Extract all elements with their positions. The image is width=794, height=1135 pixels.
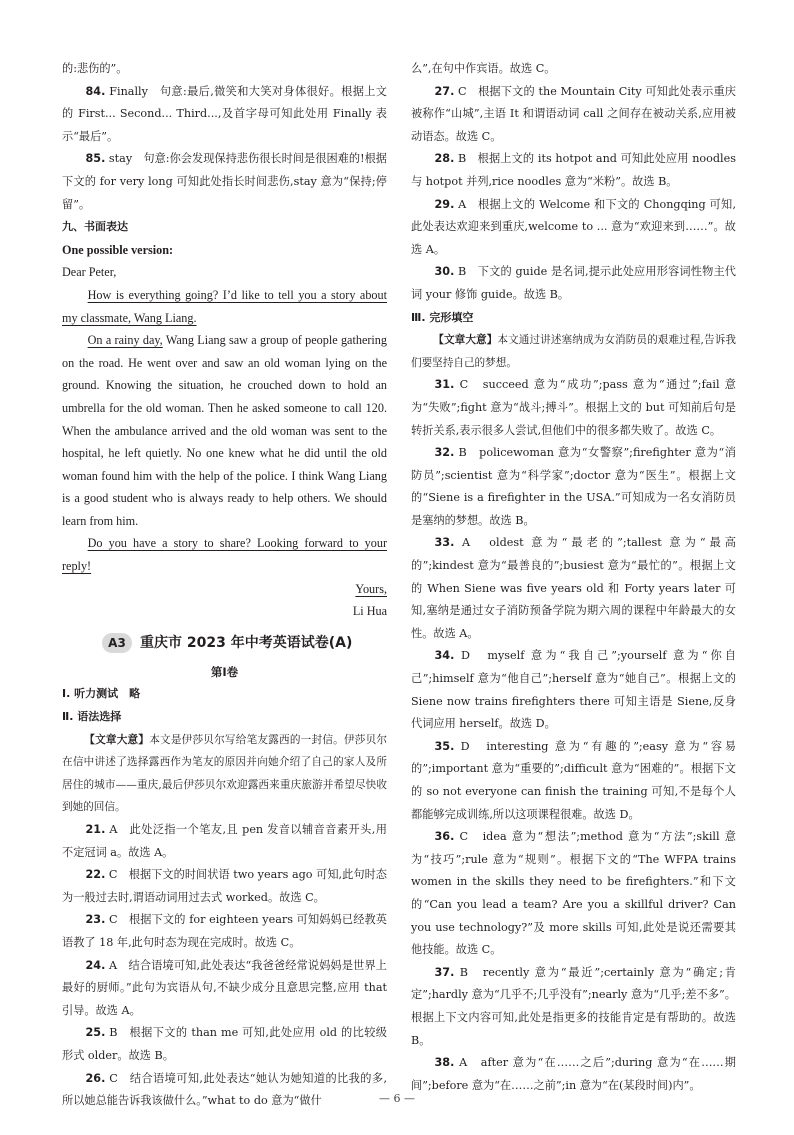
answer-35 xyxy=(411,736,736,826)
summary-label: 【文章大意】 xyxy=(84,733,150,746)
question-number: 34. xyxy=(434,649,455,663)
answer-text: B policewoman 意为“女警察”;firefighter 意为“消防员”;scientist 意为“科学家”;doctor 意为“医生”。根据上文的“Siene is a firefighter in the USA.”可知成为一名女消防员是塞纳的梦想。故选 B。 xyxy=(411,446,736,527)
question-number: 27. xyxy=(434,84,455,98)
answer-text: C 根据下文的 the Mountain City 可知此处表示重庆被称作“山城”,主语 It 和谓语动词 call 之间存在被动关系,应用被动语态。故选 C。 xyxy=(411,84,736,143)
question-number: 32. xyxy=(434,446,455,460)
answer-text: D myself 意为“我自己”;yourself 意为“你自己”;himself 意为“他自己”;herself 意为“她自己”。根据上文的 Siene now trains firefighters there 可知主语是 Siene,反身代词应用 herself。故选 D。 xyxy=(411,649,736,731)
answer-text: B 根据下文的 than me 可知,此处应用 old 的比较级形式 older。故选 B。 xyxy=(62,1026,387,1062)
question-number: 33. xyxy=(434,536,455,550)
part-heading-grammar: Ⅱ. 语法选择 xyxy=(62,710,122,724)
summary-label: 【文章大意】 xyxy=(433,334,498,347)
essay-paragraph-2 xyxy=(62,329,387,532)
question-number: 28. xyxy=(434,152,455,166)
exam-badge: A3 xyxy=(102,633,132,653)
question-number: 37. xyxy=(434,965,455,979)
question-number: 21. xyxy=(85,823,106,836)
answer-28 xyxy=(411,148,736,193)
answer-text: A 此处泛指一个笔友,且 pen 发音以辅音音素开头,用不定冠词 a。故选 A。 xyxy=(62,823,387,859)
continued-line: 么”,在句中作宾语。故选 C。 xyxy=(411,62,556,75)
answer-text: B recently 意为“最近”;certainly 意为“确定;肯定”;hardly 意为“几乎不;几乎没有”;nearly 意为“几乎;差不多”。根据上下文内容可知,此处是指更多的技能肯定是有帮助的。故选 B。 xyxy=(411,965,736,1047)
part-heading-listening: Ⅰ. 听力测试 略 xyxy=(62,687,141,701)
right-column xyxy=(411,58,736,1097)
version-label: One possible version: xyxy=(62,242,174,257)
essay-paragraph-1 xyxy=(62,284,387,329)
exam-header xyxy=(62,629,387,657)
answer-text: A 根据上文的 Welcome 和下文的 Chongqing 可知,此处表达欢迎来到重庆,welcome to ... 意为“欢迎来到……”。故选 A。 xyxy=(411,197,736,256)
answer-21 xyxy=(62,819,387,864)
underlined-text: Yours, xyxy=(355,581,387,596)
question-number: 30. xyxy=(434,265,455,279)
answer-38 xyxy=(411,1052,736,1097)
answer-text: C 根据下文的时间状语 two years ago 可知,此句时态为一般过去时,谓语动词用过去式 worked。故选 C。 xyxy=(62,868,387,904)
answer-25 xyxy=(62,1022,387,1067)
answer-24 xyxy=(62,955,387,1023)
answer-text: stay 句意:你会发现保持悲伤很长时间是很困难的!根据下文的 for very long 可知此处指长时间悲伤,stay 意为“保持;停留”。 xyxy=(62,152,387,211)
answer-23 xyxy=(62,909,387,954)
question-number: 38. xyxy=(434,1056,455,1070)
question-number: 23. xyxy=(85,913,106,927)
essay-text: Wang Liang saw a group of people gathering on the road. He went over and saw an old woman lying on the ground. Knowing the situation, he crouched down to hold an umbrella for the old woman. Then he asked someone to call 120. When the ambulance arrived and the old woman was sent to the hospital, he left quietly. No one knew what he did until the old woman found him with the help of the police. I think Wang Liang is a good student who is always ready to help others. We should learn from him. xyxy=(62,333,387,528)
volume-heading: 第Ⅰ卷 xyxy=(210,664,239,679)
section-heading-writing: 九、书面表达 xyxy=(62,220,128,234)
question-number: 22. xyxy=(85,868,106,882)
exam-title: 重庆市 2023 年中考英语试卷(A) xyxy=(140,634,353,651)
question-number: 31. xyxy=(434,378,455,392)
answer-text: C 结合语境可知,此处表达“她认为她知道的比我的多,所以她总能告诉我该做什么。”what to do 意为“做什 xyxy=(62,1071,387,1108)
question-number: 84. xyxy=(85,84,106,98)
answer-22 xyxy=(62,864,387,909)
answer-text: A 结合语境可知,此处表达“我爸爸经常说妈妈是世界上最好的厨师。”此句为宾语从句,不缺少成分且意思完整,应用 that 引导。故选 A。 xyxy=(62,958,387,1017)
answer-29 xyxy=(411,194,736,262)
document-page xyxy=(62,58,736,1108)
question-number: 85. xyxy=(85,152,106,166)
answer-32 xyxy=(411,442,736,532)
left-column xyxy=(62,58,387,1113)
answer-36 xyxy=(411,826,736,962)
answer-text: B 下文的 guide 是名词,提示此处应用形容词性物主代词 your 修饰 guide。故选 B。 xyxy=(411,265,736,301)
answer-text: C idea 意为“想法”;method 意为“方法”;skill 意为“技巧”;rule 意为“规则”。根据下文的“The WFPA trains women in the skills they need to be firefighters.”和下文的“Can you lead a team? Are you a skillful driver? Can you use technology?”及 more skills 可知,此处是说还需要其他技能。故选 C。 xyxy=(411,830,736,957)
answer-26 xyxy=(62,1068,387,1113)
answer-31 xyxy=(411,374,736,442)
answer-text: C succeed 意为“成功”;pass 意为“通过”;fail 意为“失败”;fight 意为“战斗;搏斗”。根据上文的 but 可知前后句是转折关系,表示很多人尝试,但他们中的很多都失败了。故选 C。 xyxy=(411,378,736,437)
part-heading-cloze: Ⅲ. 完形填空 xyxy=(411,310,474,324)
summary-text: 本文是伊莎贝尔写给笔友露西的一封信。伊莎贝尔在信中讲述了选择露西作为笔友的原因并向她介绍了自己的家人及所居住的城市——重庆,最后伊莎贝尔欢迎露西来重庆旅游并希望尽快收到她的回信。 xyxy=(62,733,388,814)
answer-text: A oldest 意为“最老的”;tallest 意为“最高的”;kindest 意为“最善良的”;busiest 意为“最忙的”。根据上文的 When Siene was five years old 和 Forty years later 可知,塞纳是通过女子消防预备学院为期六周的课程中年龄最大的女性。故选 A。 xyxy=(411,536,736,640)
question-number: 36. xyxy=(434,830,455,844)
question-number: 29. xyxy=(434,197,455,211)
essay-paragraph-3 xyxy=(62,532,387,577)
essay-salutation: Dear Peter, xyxy=(62,265,117,280)
answer-34 xyxy=(411,645,736,735)
article-summary xyxy=(62,729,387,819)
continued-line: 的:悲伤的”。 xyxy=(62,62,128,75)
answer-27 xyxy=(411,81,736,149)
essay-closing xyxy=(62,578,387,601)
underlined-text: On a rainy day, xyxy=(87,333,163,348)
answer-84 xyxy=(62,81,387,149)
answer-85 xyxy=(62,148,387,216)
article-summary xyxy=(411,329,736,374)
question-number: 26. xyxy=(85,1071,106,1085)
question-number: 25. xyxy=(85,1026,106,1040)
answer-text: Finally 句意:最后,微笑和大笑对身体很好。根据上文的 First... Second... Third...,及首字母可知此处用 Finally 表示“最后”。 xyxy=(62,84,387,143)
answer-37 xyxy=(411,962,736,1052)
page-number: — 6 — xyxy=(379,1092,415,1105)
answer-33 xyxy=(411,532,736,645)
answer-text: B 根据上文的 its hotpot and 可知此处应用 noodles 与 hotpot 并列,rice noodles 意为“米粉”。故选 B。 xyxy=(411,152,736,188)
underlined-text: Do you have a story to share? Looking forward to your reply! xyxy=(62,536,387,574)
answer-text: C 根据下文的 for eighteen years 可知妈妈已经教英语教了 18 年,此句时态为现在完成时。故选 C。 xyxy=(62,913,387,949)
question-number: 35. xyxy=(434,739,455,753)
answer-30 xyxy=(411,261,736,306)
summary-text: 本文通过讲述塞纳成为女消防员的艰难过程,告诉我们要坚持自己的梦想。 xyxy=(411,334,736,369)
answer-text: D interesting 意为“有趣的”;easy 意为“容易的”;important 意为“重要的”;difficult 意为“困难的”。根据下文的 so not everyone can finish the training 可知,不是每个人都能够完成训练,所以这项课程很难。故选 D。 xyxy=(411,739,736,821)
answer-text: A after 意为“在……之后”;during 意为“在……期间”;before 意为“在……之前”;in 意为“在(某段时间)内”。 xyxy=(411,1056,736,1092)
question-number: 24. xyxy=(85,958,106,972)
essay-signature: Li Hua xyxy=(352,604,387,619)
underlined-text: How is everything going? I’d like to tell you a story about my classmate, Wang Liang. xyxy=(62,287,387,325)
